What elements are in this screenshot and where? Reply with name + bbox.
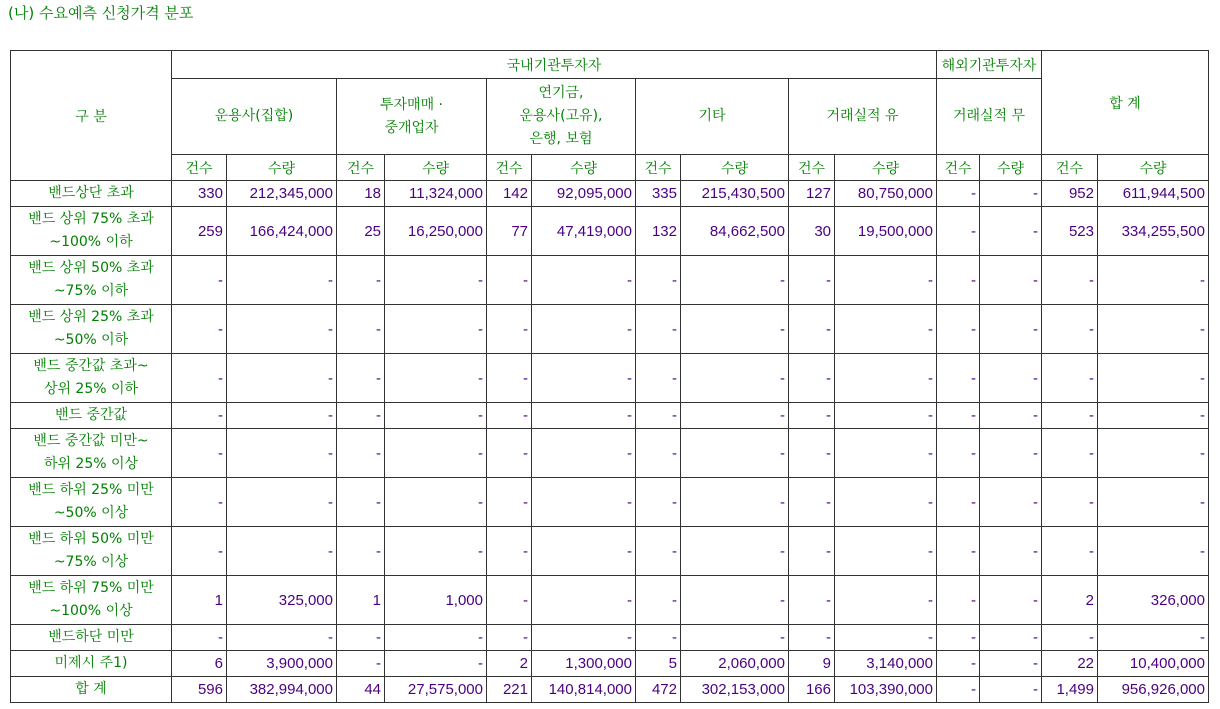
table-cell: -: [487, 354, 532, 403]
row-label: 밴드 하위 25% 미만 ~50% 이상: [11, 478, 172, 527]
row-label: 밴드 상위 25% 초과 ~50% 이하: [11, 305, 172, 354]
table-cell: 1: [172, 576, 227, 625]
row-label: 밴드 상위 50% 초과 ~75% 이하: [11, 256, 172, 305]
header-count: 건수: [172, 155, 227, 181]
table-cell: 44: [337, 677, 385, 703]
table-cell: 10,400,000: [1098, 651, 1209, 677]
table-cell: 382,994,000: [227, 677, 337, 703]
table-cell: 77: [487, 207, 532, 256]
table-cell: 5: [636, 651, 681, 677]
table-cell: 80,750,000: [835, 181, 937, 207]
table-cell: 212,345,000: [227, 181, 337, 207]
table-cell: 142: [487, 181, 532, 207]
table-cell: 2,060,000: [681, 651, 789, 677]
table-cell: 18: [337, 181, 385, 207]
table-cell: -: [789, 625, 835, 651]
table-cell: -: [227, 403, 337, 429]
header-group-0: 운용사(집합): [172, 79, 337, 155]
table-cell: 6: [172, 651, 227, 677]
table-cell: -: [789, 478, 835, 527]
table-cell: -: [980, 651, 1042, 677]
table-cell: -: [1098, 478, 1209, 527]
header-quantity: 수량: [681, 155, 789, 181]
demand-forecast-table: [10, 50, 1209, 703]
table-cell: -: [681, 478, 789, 527]
table-cell: 334,255,500: [1098, 207, 1209, 256]
table-cell: 103,390,000: [835, 677, 937, 703]
table-cell: -: [789, 429, 835, 478]
table-cell: 16,250,000: [385, 207, 487, 256]
table-cell: 25: [337, 207, 385, 256]
table-cell: 952: [1042, 181, 1098, 207]
table-cell: -: [980, 354, 1042, 403]
header-group-2: 연기금, 운용사(고유), 은행, 보험: [487, 79, 636, 155]
table-cell: -: [937, 256, 980, 305]
table-cell: -: [789, 305, 835, 354]
table-cell: -: [636, 354, 681, 403]
table-row: [11, 429, 1209, 478]
table-cell: -: [172, 256, 227, 305]
table-cell: -: [172, 478, 227, 527]
table-cell: 11,324,000: [385, 181, 487, 207]
table-cell: -: [1098, 256, 1209, 305]
table-cell: -: [937, 677, 980, 703]
table-cell: -: [1042, 305, 1098, 354]
table-cell: 472: [636, 677, 681, 703]
row-label: 밴드 중간값: [11, 403, 172, 429]
table-cell: -: [172, 527, 227, 576]
table-cell: -: [681, 576, 789, 625]
header-count: 건수: [789, 155, 835, 181]
table-cell: 325,000: [227, 576, 337, 625]
header-group-1: 투자매매 · 중개업자: [337, 79, 487, 155]
table-cell: -: [1042, 429, 1098, 478]
table-cell: -: [980, 625, 1042, 651]
table-cell: -: [1042, 354, 1098, 403]
table-cell: -: [937, 181, 980, 207]
table-cell: -: [337, 429, 385, 478]
table-row: [11, 181, 1209, 207]
table-cell: -: [337, 625, 385, 651]
table-cell: -: [532, 429, 636, 478]
table-cell: -: [172, 305, 227, 354]
table-cell: -: [1098, 305, 1209, 354]
table-cell: -: [487, 576, 532, 625]
table-cell: -: [835, 576, 937, 625]
table-cell: -: [937, 207, 980, 256]
table-cell: -: [835, 478, 937, 527]
table-cell: -: [172, 429, 227, 478]
table-cell: -: [681, 305, 789, 354]
table-cell: -: [835, 256, 937, 305]
table-cell: 596: [172, 677, 227, 703]
table-cell: 166,424,000: [227, 207, 337, 256]
row-label: 밴드 상위 75% 초과 ~100% 이하: [11, 207, 172, 256]
table-cell: 22: [1042, 651, 1098, 677]
header-count: 건수: [337, 155, 385, 181]
table-cell: -: [1098, 625, 1209, 651]
table-cell: 956,926,000: [1098, 677, 1209, 703]
table-cell: -: [980, 429, 1042, 478]
header-quantity: 수량: [227, 155, 337, 181]
table-cell: -: [385, 651, 487, 677]
table-row: [11, 256, 1209, 305]
table-cell: 523: [1042, 207, 1098, 256]
table-cell: 127: [789, 181, 835, 207]
table-cell: 335: [636, 181, 681, 207]
header-foreign: 해외기관투자자: [937, 51, 1042, 79]
table-cell: -: [487, 256, 532, 305]
table-cell: -: [1098, 403, 1209, 429]
table-cell: 326,000: [1098, 576, 1209, 625]
table-cell: 221: [487, 677, 532, 703]
row-label: 미제시 주1): [11, 651, 172, 677]
table-cell: -: [636, 625, 681, 651]
table-cell: -: [532, 305, 636, 354]
header-count: 건수: [937, 155, 980, 181]
table-cell: -: [227, 354, 337, 403]
row-label: 밴드하단 미만: [11, 625, 172, 651]
table-cell: 19,500,000: [835, 207, 937, 256]
table-cell: 30: [789, 207, 835, 256]
table-cell: 1,300,000: [532, 651, 636, 677]
table-cell: 47,419,000: [532, 207, 636, 256]
table-cell: -: [172, 403, 227, 429]
table-cell: 84,662,500: [681, 207, 789, 256]
table-cell: -: [937, 305, 980, 354]
table-cell: -: [1098, 354, 1209, 403]
table-cell: -: [980, 478, 1042, 527]
table-cell: 302,153,000: [681, 677, 789, 703]
table-cell: -: [681, 354, 789, 403]
table-row: [11, 207, 1209, 256]
table-cell: -: [980, 256, 1042, 305]
table-cell: 1: [337, 576, 385, 625]
table-cell: 3,900,000: [227, 651, 337, 677]
table-cell: -: [487, 429, 532, 478]
table-cell: -: [980, 181, 1042, 207]
table-cell: -: [337, 354, 385, 403]
table-cell: -: [1042, 403, 1098, 429]
table-cell: -: [532, 478, 636, 527]
table-cell: -: [172, 625, 227, 651]
table-cell: -: [487, 625, 532, 651]
header-group-5: 거래실적 무: [937, 79, 1042, 155]
table-cell: -: [835, 403, 937, 429]
table-cell: -: [385, 625, 487, 651]
table-cell: -: [980, 677, 1042, 703]
page-title: (나) 수요예측 신청가격 분포: [8, 4, 194, 22]
table-cell: -: [227, 527, 337, 576]
row-label: 밴드 중간값 초과~ 상위 25% 이하: [11, 354, 172, 403]
table-cell: -: [1042, 625, 1098, 651]
table-cell: 92,095,000: [532, 181, 636, 207]
table-cell: -: [337, 403, 385, 429]
table-cell: -: [385, 354, 487, 403]
table-cell: -: [385, 403, 487, 429]
table-cell: -: [1042, 478, 1098, 527]
table-row: [11, 527, 1209, 576]
header-total: 합 계: [1042, 51, 1209, 155]
table-row: [11, 677, 1209, 703]
table-cell: -: [789, 576, 835, 625]
table-cell: -: [937, 651, 980, 677]
table-row: [11, 478, 1209, 527]
table-cell: 611,944,500: [1098, 181, 1209, 207]
row-label: 밴드 하위 75% 미만 ~100% 이상: [11, 576, 172, 625]
table-cell: -: [937, 429, 980, 478]
row-label: 밴드 중간값 미만~ 하위 25% 이상: [11, 429, 172, 478]
table-cell: -: [487, 478, 532, 527]
header-quantity: 수량: [980, 155, 1042, 181]
table-cell: -: [487, 403, 532, 429]
table-cell: -: [337, 478, 385, 527]
table-cell: 140,814,000: [532, 677, 636, 703]
table-cell: -: [636, 527, 681, 576]
table-cell: -: [835, 429, 937, 478]
table-cell: -: [227, 478, 337, 527]
table-cell: -: [1098, 429, 1209, 478]
table-cell: -: [227, 429, 337, 478]
table-cell: -: [337, 305, 385, 354]
table-cell: -: [636, 305, 681, 354]
table-cell: 132: [636, 207, 681, 256]
table-cell: -: [636, 403, 681, 429]
table-cell: 2: [1042, 576, 1098, 625]
table-cell: -: [532, 256, 636, 305]
table-cell: -: [532, 403, 636, 429]
table-cell: -: [980, 576, 1042, 625]
table-cell: -: [487, 305, 532, 354]
table-cell: -: [636, 576, 681, 625]
table-cell: -: [937, 354, 980, 403]
table-cell: -: [227, 305, 337, 354]
table-row: [11, 403, 1209, 429]
table-cell: -: [337, 527, 385, 576]
table-cell: -: [681, 256, 789, 305]
table-cell: -: [532, 527, 636, 576]
table-cell: -: [1098, 527, 1209, 576]
table-cell: 330: [172, 181, 227, 207]
table-row: [11, 305, 1209, 354]
table-cell: -: [532, 354, 636, 403]
table-cell: -: [636, 478, 681, 527]
table-row: [11, 576, 1209, 625]
table-cell: 259: [172, 207, 227, 256]
table-cell: -: [1042, 527, 1098, 576]
table-cell: 215,430,500: [681, 181, 789, 207]
header-count: 건수: [636, 155, 681, 181]
table-cell: -: [835, 354, 937, 403]
table-cell: -: [980, 527, 1042, 576]
table-cell: 1,499: [1042, 677, 1098, 703]
table-cell: -: [172, 354, 227, 403]
table-cell: -: [789, 403, 835, 429]
table-cell: -: [835, 527, 937, 576]
header-quantity: 수량: [385, 155, 487, 181]
header-group-3: 기타: [636, 79, 789, 155]
table-cell: -: [681, 403, 789, 429]
table-row: [11, 625, 1209, 651]
header-quantity: 수량: [1098, 155, 1209, 181]
table-cell: -: [487, 527, 532, 576]
table-cell: -: [937, 403, 980, 429]
table-cell: 166: [789, 677, 835, 703]
table-cell: -: [681, 429, 789, 478]
table-cell: -: [835, 625, 937, 651]
table-cell: -: [835, 305, 937, 354]
table-cell: 2: [487, 651, 532, 677]
table-cell: -: [636, 256, 681, 305]
table-cell: 27,575,000: [385, 677, 487, 703]
table-cell: -: [937, 576, 980, 625]
header-category: 구 분: [11, 51, 172, 181]
table-cell: -: [227, 256, 337, 305]
header-quantity: 수량: [835, 155, 937, 181]
table-cell: 9: [789, 651, 835, 677]
header-group-4: 거래실적 유: [789, 79, 937, 155]
table-cell: -: [681, 625, 789, 651]
table-cell: -: [789, 256, 835, 305]
table-cell: -: [980, 207, 1042, 256]
table-cell: -: [937, 478, 980, 527]
table-cell: -: [789, 527, 835, 576]
table-row: [11, 354, 1209, 403]
table-cell: -: [789, 354, 835, 403]
table-cell: -: [681, 527, 789, 576]
row-label: 합 계: [11, 677, 172, 703]
header-quantity: 수량: [532, 155, 636, 181]
table-cell: -: [1042, 256, 1098, 305]
table-cell: -: [385, 478, 487, 527]
table-cell: -: [385, 429, 487, 478]
table-cell: -: [385, 527, 487, 576]
table-cell: -: [636, 429, 681, 478]
header-domestic: 국내기관투자자: [172, 51, 937, 79]
table-cell: -: [980, 305, 1042, 354]
table-cell: -: [980, 403, 1042, 429]
table-cell: -: [532, 625, 636, 651]
table-cell: 1,000: [385, 576, 487, 625]
table-cell: -: [337, 256, 385, 305]
row-label: 밴드상단 초과: [11, 181, 172, 207]
table-cell: -: [227, 625, 337, 651]
header-count: 건수: [487, 155, 532, 181]
table-row: [11, 651, 1209, 677]
table-cell: 3,140,000: [835, 651, 937, 677]
table-cell: -: [937, 527, 980, 576]
table-cell: -: [532, 576, 636, 625]
table-cell: -: [385, 305, 487, 354]
row-label: 밴드 하위 50% 미만 ~75% 이상: [11, 527, 172, 576]
table-cell: -: [385, 256, 487, 305]
table-cell: -: [337, 651, 385, 677]
table-cell: -: [937, 625, 980, 651]
header-count: 건수: [1042, 155, 1098, 181]
